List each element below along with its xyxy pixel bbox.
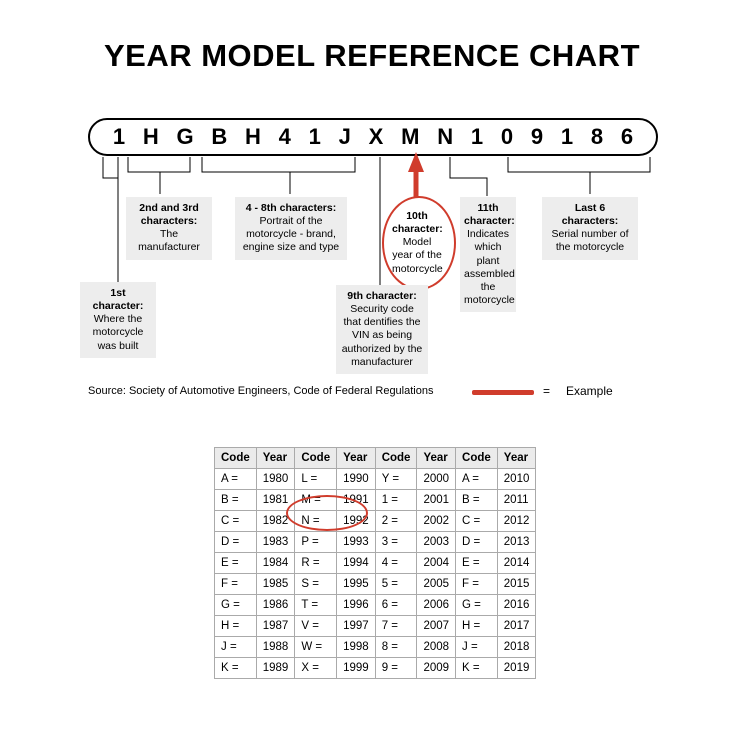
callout-heading: 1st character: bbox=[92, 287, 144, 313]
table-row bbox=[215, 616, 536, 637]
table-cell: C = bbox=[456, 511, 498, 532]
table-cell: 2011 bbox=[497, 490, 536, 511]
callout-body: Indicates which plant assembled the motorcycle bbox=[464, 228, 515, 306]
table-cell: 2014 bbox=[497, 553, 536, 574]
table-cell: 1992 bbox=[337, 511, 376, 532]
vin-char: B bbox=[211, 124, 228, 149]
callout-body: Model year of the motorcycle bbox=[392, 236, 443, 275]
vin-char: 1 bbox=[308, 124, 321, 149]
table-cell: 2019 bbox=[497, 658, 536, 679]
vin-char: 8 bbox=[590, 124, 604, 149]
callout-heading: 2nd and 3rd characters: bbox=[139, 202, 199, 228]
table-cell: 8 = bbox=[375, 637, 417, 658]
year-code-table bbox=[214, 447, 536, 679]
vin-number-bar bbox=[88, 118, 658, 156]
callout-10th-character bbox=[388, 205, 446, 281]
vin-char: 1 bbox=[560, 124, 574, 149]
legend-example-label: Example bbox=[566, 384, 613, 398]
table-cell: 1982 bbox=[256, 511, 295, 532]
column-header: Year bbox=[417, 448, 456, 469]
table-cell: 1990 bbox=[337, 469, 376, 490]
table-cell: S = bbox=[295, 574, 337, 595]
table-cell: B = bbox=[456, 490, 498, 511]
table-cell: E = bbox=[456, 553, 498, 574]
table-cell: 2006 bbox=[417, 595, 456, 616]
table-cell: M = bbox=[295, 490, 337, 511]
table-cell: 1998 bbox=[337, 637, 376, 658]
table-cell: A = bbox=[215, 469, 257, 490]
vin-char: N bbox=[437, 124, 454, 149]
table-cell: N = bbox=[295, 511, 337, 532]
table-cell: W = bbox=[295, 637, 337, 658]
callout-heading: 4 - 8th characters: bbox=[245, 202, 337, 214]
table-cell: C = bbox=[215, 511, 257, 532]
table-cell: X = bbox=[295, 658, 337, 679]
red-arrow-indicator bbox=[408, 152, 424, 198]
vin-char: H bbox=[142, 124, 159, 149]
table-row bbox=[215, 553, 536, 574]
table-cell: 2017 bbox=[497, 616, 536, 637]
table-cell: B = bbox=[215, 490, 257, 511]
table-cell: 2001 bbox=[417, 490, 456, 511]
table-cell: 2003 bbox=[417, 532, 456, 553]
vin-char: G bbox=[176, 124, 194, 149]
table-cell: T = bbox=[295, 595, 337, 616]
callout-heading: Last 6 characters: bbox=[561, 202, 619, 228]
table-cell: G = bbox=[215, 595, 257, 616]
table-cell: F = bbox=[215, 574, 257, 595]
table-cell: 1993 bbox=[337, 532, 376, 553]
table-cell: 2010 bbox=[497, 469, 536, 490]
vin-char: 0 bbox=[500, 124, 514, 149]
table-row bbox=[215, 574, 536, 595]
table-row bbox=[215, 658, 536, 679]
table-cell: 2002 bbox=[417, 511, 456, 532]
table-cell: 2018 bbox=[497, 637, 536, 658]
callout-body: The manufacturer bbox=[138, 228, 200, 254]
column-header: Code bbox=[295, 448, 337, 469]
table-cell: 1995 bbox=[337, 574, 376, 595]
table-cell: 3 = bbox=[375, 532, 417, 553]
table-cell: 2013 bbox=[497, 532, 536, 553]
table-cell: 2016 bbox=[497, 595, 536, 616]
column-header: Code bbox=[215, 448, 257, 469]
callout-body: Security code that dentifies the VIN as being authorized by the manufacturer bbox=[341, 303, 423, 368]
table-cell: 2004 bbox=[417, 553, 456, 574]
vin-char: H bbox=[245, 124, 261, 149]
table-cell: R = bbox=[295, 553, 337, 574]
table-cell: D = bbox=[456, 532, 498, 553]
vin-char: 1 bbox=[470, 124, 484, 149]
vin-char: X bbox=[368, 124, 384, 149]
table-cell: 6 = bbox=[375, 595, 417, 616]
table-cell: 1988 bbox=[256, 637, 295, 658]
callout-heading: 9th character: bbox=[347, 290, 417, 302]
table-cell: 1987 bbox=[256, 616, 295, 637]
column-header: Year bbox=[497, 448, 536, 469]
table-row bbox=[215, 469, 536, 490]
table-cell: 2015 bbox=[497, 574, 536, 595]
table-cell: 2007 bbox=[417, 616, 456, 637]
table-cell: 1991 bbox=[337, 490, 376, 511]
table-cell: P = bbox=[295, 532, 337, 553]
table-cell: 1996 bbox=[337, 595, 376, 616]
vin-char: 1 bbox=[112, 124, 126, 149]
callout-9th-character bbox=[336, 285, 428, 374]
callout-heading: 10th character: bbox=[392, 210, 443, 236]
table-cell: E = bbox=[215, 553, 257, 574]
table-cell: 1999 bbox=[337, 658, 376, 679]
table-cell: 2009 bbox=[417, 658, 456, 679]
table-cell: H = bbox=[456, 616, 498, 637]
table-cell: 2012 bbox=[497, 511, 536, 532]
table-cell: F = bbox=[456, 574, 498, 595]
table-row bbox=[215, 511, 536, 532]
callout-heading: 11th character: bbox=[464, 202, 515, 228]
table-row bbox=[215, 490, 536, 511]
table-row bbox=[215, 637, 536, 658]
table-row bbox=[215, 532, 536, 553]
table-header-row bbox=[215, 448, 536, 469]
callout-2nd-3rd-characters bbox=[126, 197, 212, 260]
callout-1st-character bbox=[80, 282, 156, 358]
column-header: Year bbox=[256, 448, 295, 469]
table-cell: 1994 bbox=[337, 553, 376, 574]
vin-char: 4 bbox=[278, 124, 291, 149]
table-cell: L = bbox=[295, 469, 337, 490]
table-cell: D = bbox=[215, 532, 257, 553]
vin-char: 9 bbox=[530, 124, 544, 149]
table-cell: K = bbox=[456, 658, 498, 679]
vin-char: J bbox=[338, 124, 351, 149]
column-header: Year bbox=[337, 448, 376, 469]
callout-body: Where the motorcycle was built bbox=[92, 313, 144, 352]
table-row bbox=[215, 595, 536, 616]
column-header: Code bbox=[456, 448, 498, 469]
table-cell: 1984 bbox=[256, 553, 295, 574]
table-cell: J = bbox=[215, 637, 257, 658]
callout-body: Portrait of the motorcycle - brand, engine size and type bbox=[242, 215, 340, 254]
table-cell: K = bbox=[215, 658, 257, 679]
vin-char: M bbox=[401, 124, 420, 149]
table-cell: V = bbox=[295, 616, 337, 637]
table-cell: Y = bbox=[375, 469, 417, 490]
callout-last-6-characters bbox=[542, 197, 638, 260]
table-cell: 1 = bbox=[375, 490, 417, 511]
table-cell: 1980 bbox=[256, 469, 295, 490]
legend-equals-sign: = bbox=[543, 384, 551, 398]
source-note: Source: Society of Automotive Engineers, Code of Federal Regulations bbox=[88, 385, 434, 397]
table-cell: G = bbox=[456, 595, 498, 616]
table-cell: 1997 bbox=[337, 616, 376, 637]
table-cell: 1981 bbox=[256, 490, 295, 511]
callout-body: Serial number of the motorcycle bbox=[551, 228, 629, 254]
table-cell: 1985 bbox=[256, 574, 295, 595]
table-cell: 1989 bbox=[256, 658, 295, 679]
column-header: Code bbox=[375, 448, 417, 469]
table-cell: 1986 bbox=[256, 595, 295, 616]
table-cell: H = bbox=[215, 616, 257, 637]
table-cell: J = bbox=[456, 637, 498, 658]
vin-char: 6 bbox=[620, 124, 634, 149]
callout-4th-8th-characters bbox=[235, 197, 347, 260]
table-cell: 2 = bbox=[375, 511, 417, 532]
page-title: YEAR MODEL REFERENCE CHART bbox=[103, 38, 641, 73]
table-cell: 9 = bbox=[375, 658, 417, 679]
table-cell: 5 = bbox=[375, 574, 417, 595]
table-cell: A = bbox=[456, 469, 498, 490]
callout-11th-character bbox=[460, 197, 516, 312]
table-cell: 2005 bbox=[417, 574, 456, 595]
table-cell: 1983 bbox=[256, 532, 295, 553]
table-cell: 4 = bbox=[375, 553, 417, 574]
table-cell: 2000 bbox=[417, 469, 456, 490]
table-cell: 2008 bbox=[417, 637, 456, 658]
example-legend-swatch bbox=[472, 390, 534, 395]
table-cell: 7 = bbox=[375, 616, 417, 637]
